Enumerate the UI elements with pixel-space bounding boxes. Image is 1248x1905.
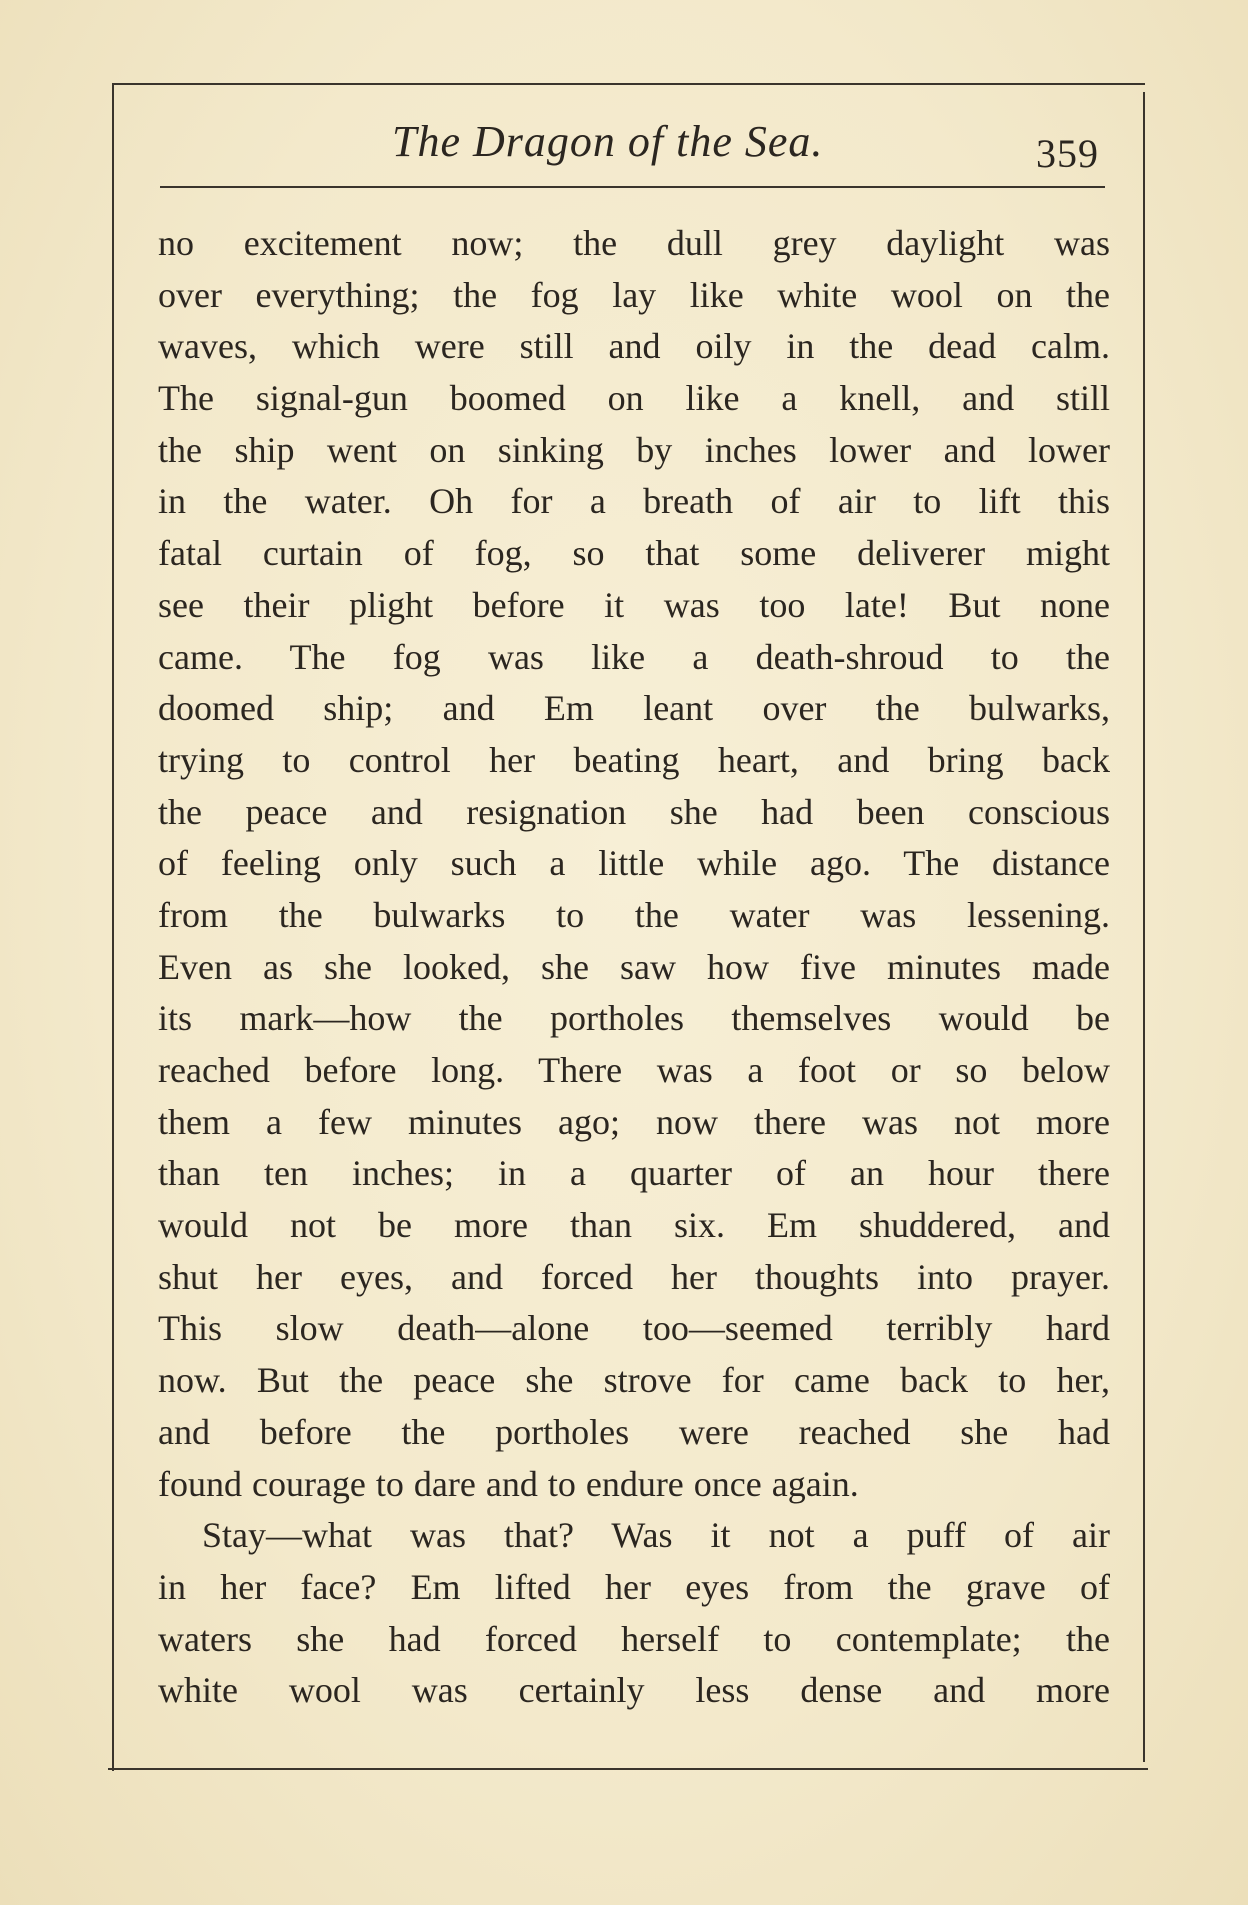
text-line: Even as she looked, she saw how five minutes made (158, 946, 1110, 987)
page-number: 359 (1036, 131, 1099, 176)
text-line: found courage to dare and to endure once again. (158, 1463, 859, 1504)
header-rule (160, 186, 1105, 188)
text-line: The signal-gun boomed on like a knell, and still (158, 378, 1110, 419)
text-line: the peace and resignation she had been conscious (158, 791, 1110, 832)
text-line: and before the portholes were reached she had (158, 1411, 1110, 1452)
frame-bottom-rule (108, 1768, 1148, 1770)
text-line: over everything; the fog lay like white wool on the (158, 274, 1110, 315)
text-line: came. The fog was like a death-shroud to the (158, 636, 1110, 677)
text-line: no excitement now; the dull grey daylight was (158, 223, 1110, 263)
text-line: would not be more than six. Em shuddered, and (158, 1205, 1110, 1246)
text-line: Stay—what was that? Was it not a puff of air (202, 1515, 1110, 1556)
text-line: than ten inches; in a quarter of an hour there (158, 1153, 1110, 1194)
text-line: fatal curtain of fog, so that some deliverer might (158, 533, 1110, 574)
frame-top-rule (112, 83, 1145, 85)
text-line: waves, which were still and oily in the dead calm. (158, 326, 1110, 367)
text-line: in the water. Oh for a breath of air to lift this (158, 481, 1110, 522)
text-line: now. But the peace she strove for came back to her, (158, 1360, 1110, 1401)
text-line: its mark—how the portholes themselves would be (158, 998, 1110, 1039)
text-line: waters she had forced herself to contemplate; the (158, 1618, 1110, 1659)
text-line: in her face? Em lifted her eyes from the grave of (158, 1566, 1110, 1607)
frame-left-rule (112, 83, 114, 1771)
text-line: trying to control her beating heart, and bring back (158, 739, 1110, 780)
frame-right-rule (1143, 92, 1145, 1762)
body-text (158, 218, 1110, 1717)
text-line: see their plight before it was too late! But none (158, 584, 1110, 625)
text-line: doomed ship; and Em leant over the bulwarks, (158, 688, 1110, 729)
text-line: them a few minutes ago; now there was not more (158, 1101, 1110, 1142)
text-line: the ship went on sinking by inches lower and lower (158, 429, 1110, 470)
text-line: of feeling only such a little while ago. The distance (158, 843, 1110, 884)
text-line: This slow death—alone too—seemed terribly hard (158, 1308, 1110, 1349)
text-line: reached before long. There was a foot or so below (158, 1050, 1110, 1090)
text-line: shut her eyes, and forced her thoughts into prayer. (158, 1256, 1110, 1297)
text-line: from the bulwarks to the water was lessening. (158, 894, 1110, 935)
text-line: white wool was certainly less dense and more (158, 1670, 1110, 1711)
running-title: The Dragon of the Sea. (392, 117, 824, 166)
